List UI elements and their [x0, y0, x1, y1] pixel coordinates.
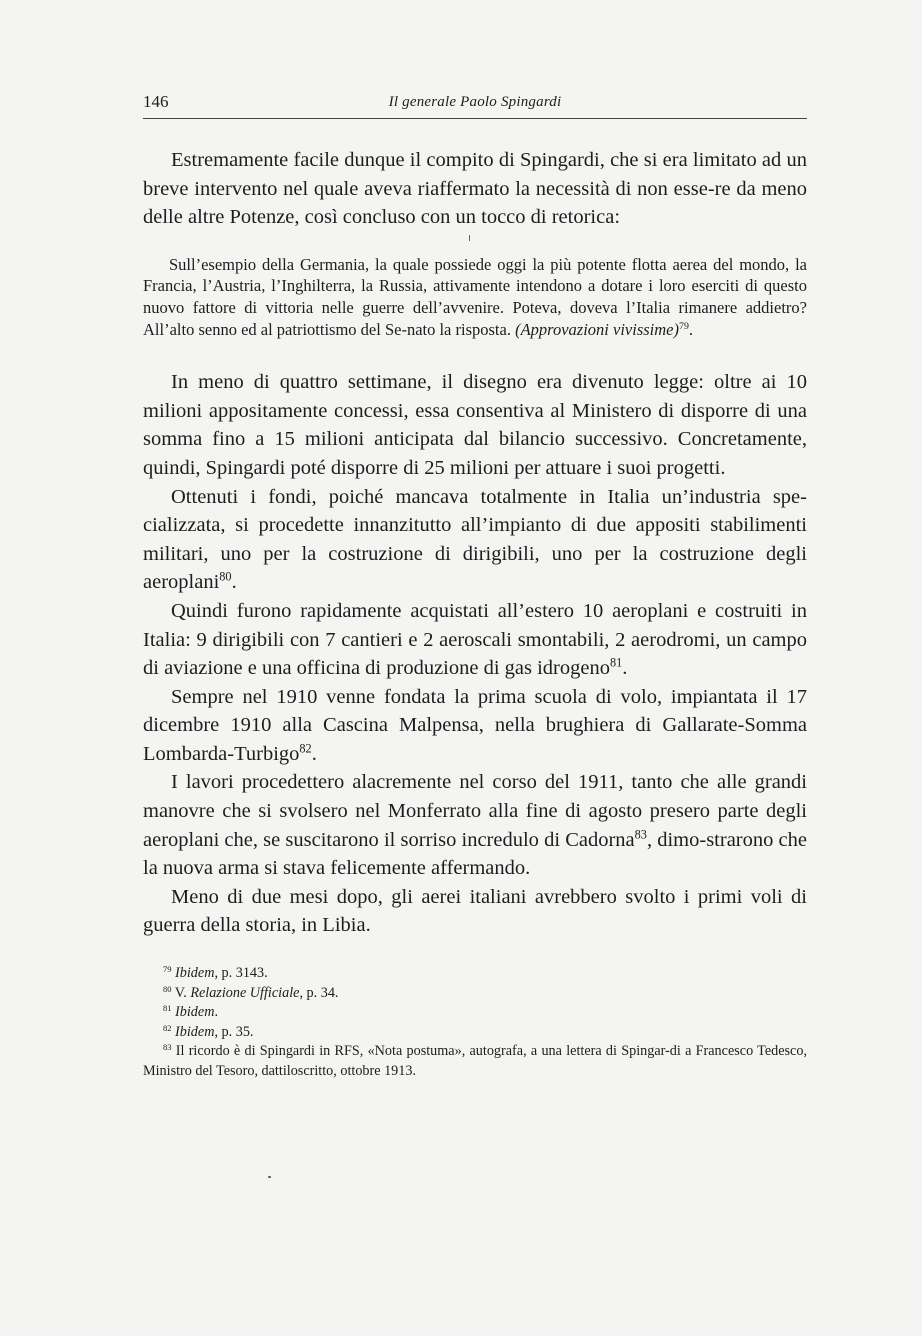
footnote-83	[143, 1042, 807, 1081]
footnote-ref-83[interactable]: 83	[634, 827, 647, 842]
paragraph-1: In meno di quattro settimane, il disegno era divenuto legge: oltre ai 10 milioni appositamente concessi, essa consentiva al Ministero di disporre di una somma fino a 15 milioni anticipata dal bilancio successivo. Concretamente, quindi, Spingardi poté disporre di 25 milioni per attuare i suoi progetti.	[143, 371, 807, 479]
ink-speck	[268, 1176, 271, 1178]
paragraph-2	[143, 483, 807, 597]
footnote-ref-80[interactable]: 80	[219, 569, 232, 584]
quote-text: Sull’esempio della Germania, la quale possiede oggi la più potente flotta aerea del mondo, la Francia, l’Austria, l’Inghilterra, la Russia, attivamente intendono a dotare i loro eserciti di questo nuovo fattore di vittoria nelle guerre dell’avvenire. Poteva, doveva l’Italia rimanere addietro? All’alto senno ed al patriottismo del Se-nato la risposta.	[143, 254, 807, 339]
paragraph-4-text: Sempre nel 1910 venne fondata la prima scuola di volo, impiantata il 17 dicembre 1910 alla Cascina Malpensa, nella brughiera di Gallarate-Somma Lombarda-Turbigo	[143, 685, 807, 765]
footnote-ref-81[interactable]: 81	[610, 655, 623, 670]
paragraph-2-text: Ottenuti i fondi, poiché mancava totalmente in Italia un’industria spe-cializzata, si procedette innanzitutto all’impianto di due appositi stabilimenti militari, uno per la costruzione di dirigibili, uno per la costruzione degli aeroplani	[143, 485, 807, 594]
main-text	[143, 146, 807, 940]
footnote-text: , p. 34.	[299, 984, 339, 1001]
footnote-text: , p. 35.	[214, 1023, 254, 1040]
paragraph-5-text-b: , dimo-strarono che la nuova arma si stava felicemente affermando.	[143, 828, 807, 880]
footnote-italic: Ibidem	[175, 1023, 215, 1040]
footnote-italic: Relazione Ufficiale	[190, 984, 300, 1001]
footnote-text: , p. 3143.	[214, 965, 268, 981]
paragraph-3-end: .	[622, 657, 628, 680]
paragraph-4	[143, 683, 807, 769]
paragraph-4-end: .	[311, 742, 317, 765]
footnote-ref-79[interactable]: 79	[679, 320, 689, 332]
footnote-ref-82[interactable]: 82	[299, 741, 312, 756]
footnote-text: Il ricordo è di Spingardi in RFS, «Nota postuma», autografa, a una lettera di Spingar-di a Francesco Tedesco, Ministro del Tesoro, dattiloscritto, ottobre 1913.	[143, 1043, 807, 1079]
footnote-italic: Ibidem	[175, 1004, 215, 1021]
footnote-text: .	[214, 1004, 218, 1021]
footnote-number: 80	[163, 983, 172, 994]
footnote-prefix: V.	[174, 984, 191, 1001]
paragraph-2-end: .	[231, 571, 237, 594]
footnotes	[143, 964, 807, 1082]
paragraph-5-text-a: I lavori procedettero alacremente nel corso del 1911, tanto che alle grandi manovre che si svolsero nel Monferrato alla fine di agosto presero parte degli aeroplani che, se suscitarono il sorriso incredulo di Cadorna	[143, 771, 807, 851]
footnote-number: 82	[163, 1022, 172, 1033]
intro-paragraph: Estremamente facile dunque il compito di Spingardi, che si era limitato ad un breve intervento nel quale aveva riaffermato la necessità di non esse-re da meno delle altre Potenze, così concluso con un tocco di retorica:	[143, 149, 807, 229]
footnote-81	[143, 1003, 807, 1023]
quote-end: .	[688, 319, 693, 339]
footnote-82	[143, 1023, 807, 1043]
footnote-80	[143, 984, 807, 1004]
footnote-79	[143, 964, 807, 984]
paragraph-3-text: Quindi furono rapidamente acquistati all’estero 10 aeroplani e costruiti in Italia: 9 dirigibili con 7 cantieri e 2 aeroscali smontabili, 2 aerodromi, un campo di aviazione e una officina di produzione di gas idrogeno	[143, 599, 807, 680]
footnote-italic: Ibidem	[175, 965, 215, 981]
running-title: Il generale Paolo Spingardi	[388, 94, 562, 110]
paragraph-6: Meno di due mesi dopo, gli aerei italiani avrebbero svolto i primi voli di guerra della storia, in Libia.	[143, 885, 807, 937]
page-number: 146	[143, 92, 169, 111]
paragraph-5	[143, 768, 807, 882]
footnote-number: 83	[163, 1042, 172, 1053]
quote-italic: (Approvazioni vivissime)	[515, 319, 679, 339]
block-quote	[143, 254, 807, 340]
footnote-number: 81	[163, 1003, 172, 1014]
paragraph-3	[143, 597, 807, 683]
footnote-number: 79	[163, 963, 172, 974]
page-header	[143, 92, 807, 119]
